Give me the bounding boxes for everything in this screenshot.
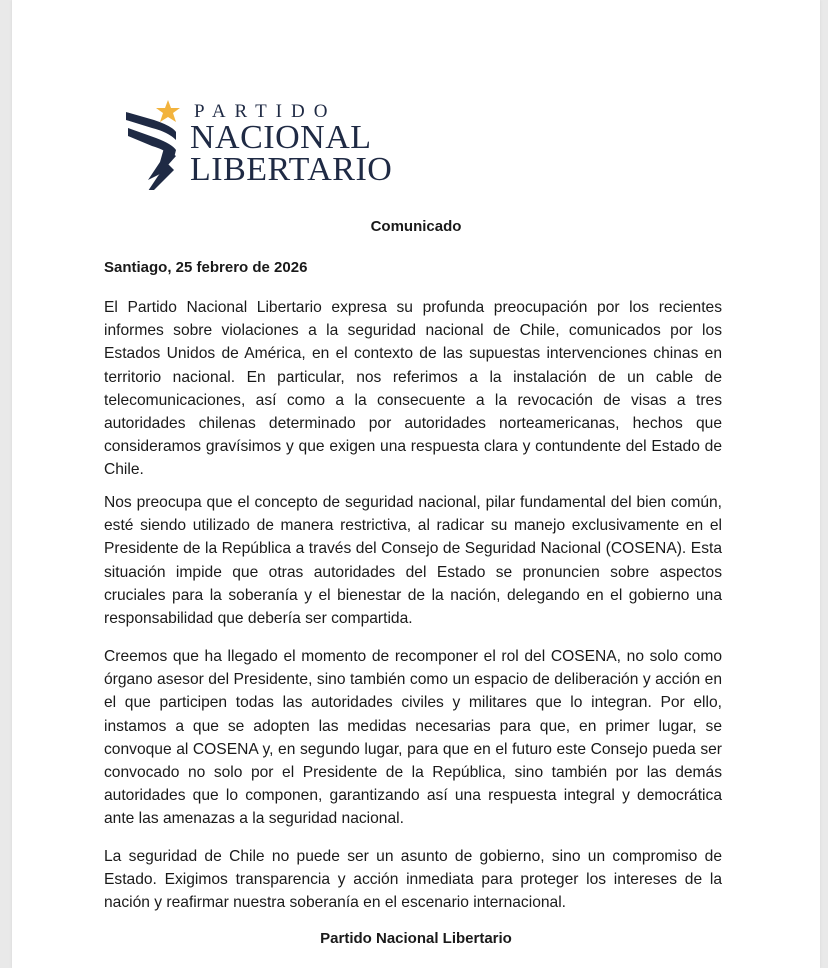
logo-line-partido: PARTIDO	[194, 101, 337, 122]
logo-line-libertario: LIBERTARIO	[190, 151, 393, 188]
logo-line-nacional: NACIONAL	[190, 119, 372, 156]
signature: Partido Nacional Libertario	[320, 930, 512, 947]
document-page	[12, 0, 820, 968]
document-title: Comunicado	[370, 218, 462, 235]
star-icon	[156, 100, 180, 122]
party-logo	[124, 92, 424, 192]
paragraph-3: Creemos que ha llegado el momento de recomponer el rol del COSENA, no solo como órgano asesor del Presidente, sino también como un espacio de deliberación y acción en el que participen todas las autoridades civiles y militares que lo integran. Por ello, instamos a que se adopten las medidas necesarias para que, en primer lugar, se convoque al COSENA y, en segundo lugar, para que en el futuro este Consejo pueda ser convocado no solo por el Presidente de la República, sino también por las demás autoridades que lo componen, garantizando así una respuesta integral y democrática ante las amenazas a la seguridad nacional.	[104, 648, 722, 828]
document-date: Santiago, 25 febrero de 2026	[104, 259, 308, 276]
paragraph-1: El Partido Nacional Libertario expresa su profunda preocupación por los recientes informes sobre violaciones a la seguridad nacional de Chile, comunicados por los Estados Unidos de América, en el contexto de las supuestas intervenciones chinas en territorio nacional. En particular, nos referimos a la instalación de un cable de telecomunicaciones, así como a la consecuente a la revocación de visas a tres autoridades chilenas determinado por autoridades norteamericanas, hechos que consideramos gravísimos y que exigen una respuesta clara y contundente del Estado de Chile.	[104, 299, 722, 479]
logo-wordmark	[190, 102, 392, 186]
paragraph-2: Nos preocupa que el concepto de seguridad nacional, pilar fundamental del bien común, esté siendo utilizado de manera restrictiva, al radicar su manejo exclusivamente en el Presidente de la República a través del Consejo de Seguridad Nacional (COSENA). Esta situación impide que otras autoridades del Estado se pronuncien sobre aspectos cruciales para la soberanía y el bienestar de la nación, delegando en el gobierno una responsabilidad que debería ser compartida.	[104, 494, 722, 628]
paragraph-4: La seguridad de Chile no puede ser un asunto de gobierno, sino un compromiso de Estado. Exigimos transparencia y acción inmediata para proteger los intereses de la nación y reafirmar nuestra soberanía en el escenario internacional.	[104, 848, 722, 912]
chevron-star-emblem-icon	[124, 100, 194, 190]
